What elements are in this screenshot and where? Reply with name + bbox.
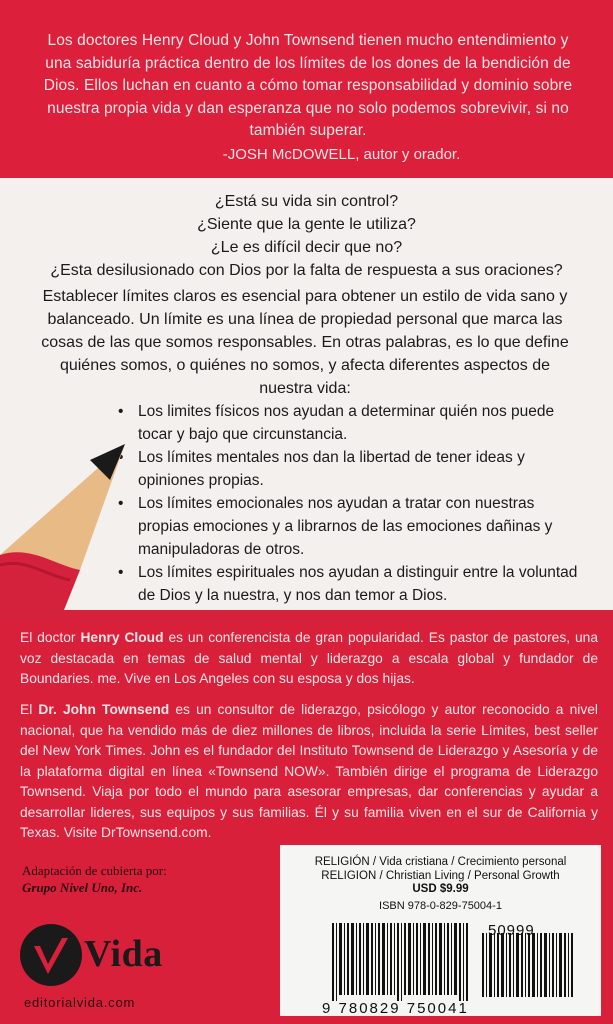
question-2: ¿Siente que la gente le utiliza? — [197, 216, 416, 233]
cover-credit — [22, 862, 167, 896]
bio-cloud-post: es un conferencista de gran popularidad. Es pastor de pastores, una voz destacada en temas de salud mental y liderazgo a escala global y fundador de Boundaries. me. Vive en Los Angeles con su esposa y dos hijas. — [20, 630, 598, 686]
publisher-name: Vida — [84, 933, 163, 975]
questions-block — [0, 190, 613, 282]
question-1: ¿Está su vida sin control? — [214, 193, 399, 210]
bio-cloud-name: Henry Cloud — [80, 630, 164, 645]
bio-townsend-name: Dr. John Townsend — [38, 702, 170, 717]
barcode-addon: 50999 — [488, 922, 535, 939]
bio-henry-cloud — [20, 628, 598, 690]
category-spanish: RELIGIÓN / Vida cristiana / Crecimiento personal — [314, 856, 567, 868]
credit-company: Grupo Nivel Uno, Inc. — [22, 880, 143, 895]
endorsement-quote: Los doctores Henry Cloud y John Townsend tienen mucho entendimiento y una sabiduría práctica dentro de los límites de los dones de la bendición de Dios. Ellos luchan en cuanto a cómo tomar responsabilidad y dominio sobre nuestra propia vida y dan esperanza que no solo podemos sobrevivir, si no también superar. — [43, 32, 573, 139]
barcode-icon — [322, 923, 592, 1003]
limits-list — [118, 400, 588, 607]
list-item-physical: • Los limites físicos nos ayudan a determinar quién nos puede tocar y bajo que circunstancia. — [118, 400, 588, 446]
pencil-illustration — [0, 430, 130, 620]
list-item-mental: • Los límites mentales nos dan la libertad de tener ideas y opiniones propias. — [118, 446, 588, 492]
list-item-emotional: • Los límites emocionales nos ayudan a tratar con nuestras propias emociones y a librarnos de las emociones dañinas y manipuladoras de otros. — [118, 492, 588, 561]
publisher-logo — [20, 924, 190, 994]
category-english: RELIGION / Christian Living / Personal Growth — [321, 870, 560, 882]
endorsement-attribution: -JOSH McDOWELL, autor y orador. — [222, 146, 461, 163]
question-4: ¿Esta desilusionado con Dios por la falta de respuesta a sus oraciones? — [50, 262, 563, 279]
list-item-spiritual: • Los límites espirituales nos ayudan a distinguir entre la voluntad de Dios y la nuestra, y nos dan temor a Dios. — [118, 561, 588, 607]
vida-logo-icon — [20, 924, 82, 986]
barcode-number: 9 780829 750041 — [322, 1000, 469, 1017]
publisher-url: editorialvida.com — [24, 995, 136, 1010]
credit-label: Adaptación de cubierta por: — [22, 863, 167, 878]
bio-townsend-post: es un consultor de liderazgo, psicólogo y autor reconocido a nivel nacional, que ha vendido más de diez millones de libros, incluida la serie Límites, best seller del New York Times. John es el fundador del Instituto Townsend de Liderazgo y Asesoría y de la plataforma digital en línea «Townsend NOW». También dirige el programa de Liderazgo Townsend. Viaja por todo el mundo para asesorar empresas, dar conferencias y ayudar a desarrollar lideres, sus equipos y sus familias. Él y su familia viven en el sur de California y Texas. Visite DrTownsend.com. — [20, 702, 598, 840]
bio-cloud-pre: El doctor — [20, 630, 81, 645]
barcode-panel — [280, 845, 601, 1016]
question-3: ¿Le es difícil decir que no? — [210, 239, 403, 256]
intro-paragraph: Establecer límites claros es esencial para obtener un estilo de vida sano y balanceado. Un límite es una línea de propiedad personal que marca las cosas de las que somos responsables. En otras palabras, es lo que define quiénes somos, o quiénes no somos, y afecta diferentes aspectos de nuestra vida: — [41, 288, 569, 397]
endorsement-section — [0, 0, 613, 178]
bio-townsend-pre: El — [20, 702, 39, 717]
price-label: USD $9.99 — [412, 883, 469, 895]
bio-john-townsend — [20, 700, 598, 844]
isbn-label: ISBN 978-0-829-75004-1 — [379, 900, 502, 912]
